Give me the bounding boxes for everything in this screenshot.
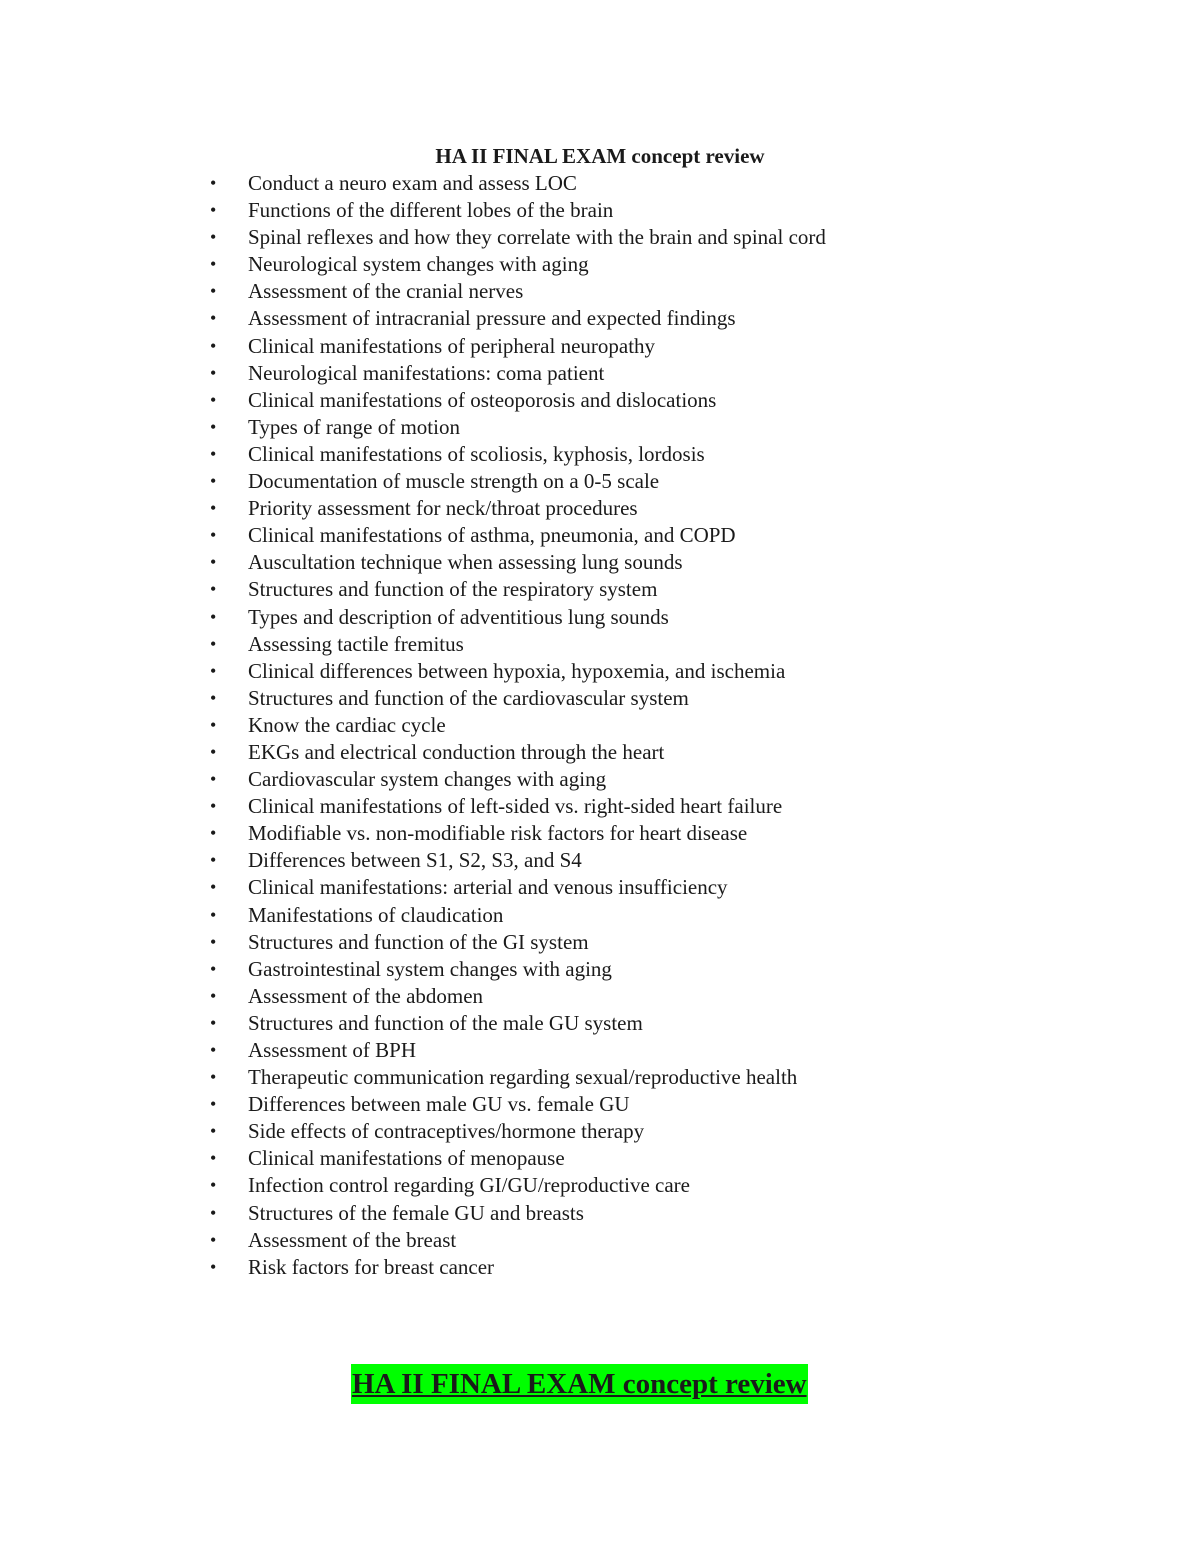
- bullet-icon: •: [210, 850, 217, 871]
- list-item-text: Differences between male GU vs. female GU: [248, 1092, 630, 1117]
- list-item-text: Structures and function of the cardiovascular system: [248, 685, 689, 710]
- list-item-text: Structures and function of the respiratory system: [248, 577, 658, 602]
- bullet-icon: •: [210, 985, 217, 1006]
- list-item: [0, 522, 1200, 549]
- highlighted-title: HA II FINAL EXAM concept review: [351, 1364, 808, 1404]
- list-item: [0, 278, 1200, 305]
- bullet-icon: •: [210, 173, 217, 193]
- list-item: [0, 333, 1200, 360]
- list-item-text: Gastrointestinal system changes with aging: [248, 956, 612, 981]
- list-item: [0, 387, 1200, 414]
- list-item-text: Clinical manifestations of osteoporosis and dislocations: [248, 387, 717, 412]
- list-item: [0, 766, 1200, 793]
- list-item: [0, 414, 1200, 441]
- list-item: [0, 1037, 1200, 1064]
- bullet-icon: •: [210, 1148, 217, 1169]
- bullet-icon: •: [210, 1094, 217, 1115]
- list-item: [0, 360, 1200, 387]
- list-item-text: Differences between S1, S2, S3, and S4: [248, 848, 582, 873]
- list-item: [0, 604, 1200, 631]
- list-item-text: Clinical differences between hypoxia, hypoxemia, and ischemia: [248, 658, 786, 683]
- list-item: [0, 983, 1200, 1010]
- list-item-text: Assessing tactile fremitus: [248, 631, 464, 656]
- list-item: [0, 1091, 1200, 1118]
- bullet-icon: •: [210, 904, 217, 925]
- list-item: [0, 468, 1200, 495]
- list-item: [0, 712, 1200, 739]
- list-item: [0, 631, 1200, 658]
- bullet-icon: •: [210, 1067, 217, 1088]
- bullet-icon: •: [210, 714, 217, 735]
- list-item-text: Assessment of BPH: [248, 1038, 417, 1062]
- list-item: [0, 170, 1200, 197]
- list-item-text: Manifestations of claudication: [248, 902, 504, 927]
- list-item-text: Spinal reflexes and how they correlate with the brain and spinal cord: [248, 225, 826, 250]
- list-item: [0, 929, 1200, 956]
- bullet-icon: •: [210, 931, 217, 952]
- list-item: [0, 874, 1200, 901]
- list-item-text: Know the cardiac cycle: [248, 712, 446, 737]
- list-item: [0, 1064, 1200, 1091]
- bullet-icon: •: [210, 877, 217, 898]
- list-item-text: Structures of the female GU and breasts: [248, 1200, 584, 1225]
- bullet-icon: •: [210, 200, 217, 221]
- bullet-icon: •: [210, 552, 217, 573]
- list-item: [0, 685, 1200, 712]
- bullet-icon: •: [210, 227, 217, 248]
- bullet-icon: •: [210, 498, 217, 519]
- bullet-icon: •: [210, 606, 217, 627]
- list-item-text: Neurological system changes with aging: [248, 252, 589, 277]
- list-item-text: Clinical manifestations of menopause: [248, 1146, 565, 1171]
- list-item: [0, 251, 1200, 278]
- bullet-icon: •: [210, 958, 217, 979]
- list-item-text: Types of range of motion: [248, 414, 460, 439]
- list-item-text: Clinical manifestations of peripheral neuropathy: [248, 333, 656, 358]
- list-item-text: Structures and function of the male GU system: [248, 1010, 643, 1035]
- list-item: [0, 1254, 1200, 1281]
- list-item-text: Clinical manifestations: arterial and venous insufficiency: [248, 875, 728, 900]
- list-item: [0, 305, 1200, 332]
- bullet-icon: •: [210, 1040, 217, 1060]
- list-item: [0, 197, 1200, 224]
- list-item: [0, 956, 1200, 983]
- list-item: [0, 1172, 1200, 1199]
- list-item: [0, 1200, 1200, 1227]
- list-item-text: Infection control regarding GI/GU/reproductive care: [248, 1173, 690, 1198]
- bullet-icon: •: [210, 416, 217, 437]
- bullet-icon: •: [210, 796, 217, 817]
- list-item-text: EKGs and electrical conduction through the heart: [248, 739, 665, 764]
- bullet-icon: •: [210, 362, 217, 383]
- list-item-text: Clinical manifestations of asthma, pneumonia, and COPD: [248, 523, 736, 548]
- list-item: [0, 495, 1200, 522]
- list-item: [0, 1145, 1200, 1172]
- list-item-text: Neurological manifestations: coma patient: [248, 360, 605, 385]
- list-item-text: Conduct a neuro exam and assess LOC: [248, 171, 577, 195]
- bullet-icon: •: [210, 741, 217, 762]
- list-item: [0, 1010, 1200, 1037]
- list-item: [0, 793, 1200, 820]
- bullet-icon: •: [210, 308, 217, 329]
- list-item-text: Assessment of the abdomen: [248, 983, 484, 1008]
- document-title: HA II FINAL EXAM concept review: [435, 144, 765, 168]
- bullet-icon: •: [210, 1121, 217, 1142]
- list-item: [0, 1118, 1200, 1145]
- list-item-text: Assessment of the breast: [248, 1227, 457, 1252]
- bullet-icon: •: [210, 443, 217, 464]
- bullet-icon: •: [210, 1202, 217, 1223]
- bullet-icon: •: [210, 281, 217, 302]
- list-item: [0, 820, 1200, 847]
- list-item-text: Structures and function of the GI system: [248, 929, 589, 954]
- bullet-icon: •: [210, 389, 217, 410]
- list-item: [0, 441, 1200, 468]
- bullet-icon: •: [210, 254, 217, 275]
- bullet-icon: •: [210, 579, 217, 600]
- list-item-text: Documentation of muscle strength on a 0-5 scale: [248, 469, 660, 494]
- bullet-icon: •: [210, 1012, 217, 1033]
- list-item-text: Auscultation technique when assessing lung sounds: [248, 550, 683, 575]
- bullet-icon: •: [210, 687, 217, 708]
- list-item-text: Functions of the different lobes of the brain: [248, 198, 614, 223]
- bullet-icon: •: [210, 335, 217, 356]
- list-item-text: Side effects of contraceptives/hormone therapy: [248, 1119, 645, 1144]
- list-item: [0, 739, 1200, 766]
- list-item-text: Priority assessment for neck/throat procedures: [248, 496, 638, 521]
- bullet-icon: •: [210, 1229, 217, 1250]
- list-item: [0, 549, 1200, 576]
- bullet-icon: •: [210, 633, 217, 654]
- concept-list: [0, 170, 1200, 1281]
- list-item: [0, 902, 1200, 929]
- list-item-text: Modifiable vs. non-modifiable risk factors for heart disease: [248, 821, 748, 846]
- list-item-text: Types and description of adventitious lung sounds: [248, 604, 669, 629]
- bullet-icon: •: [210, 769, 217, 790]
- list-item: [0, 1227, 1200, 1254]
- bullet-icon: •: [210, 471, 217, 492]
- list-item-text: Clinical manifestations of left-sided vs. right-sided heart failure: [248, 794, 783, 819]
- list-item-text: Clinical manifestations of scoliosis, kyphosis, lordosis: [248, 441, 705, 466]
- bullet-icon: •: [210, 525, 217, 546]
- list-item-text: Risk factors for breast cancer: [248, 1254, 495, 1279]
- bullet-icon: •: [210, 1256, 217, 1277]
- list-item: [0, 576, 1200, 603]
- list-item-text: Assessment of the cranial nerves: [248, 279, 524, 304]
- bullet-icon: •: [210, 1175, 217, 1196]
- list-item-text: Assessment of intracranial pressure and expected findings: [248, 306, 736, 331]
- list-item: [0, 847, 1200, 874]
- list-item-text: Cardiovascular system changes with aging: [248, 767, 607, 792]
- bullet-icon: •: [210, 823, 217, 844]
- bullet-icon: •: [210, 660, 217, 681]
- list-item: [0, 224, 1200, 251]
- list-item: [0, 658, 1200, 685]
- list-item-text: Therapeutic communication regarding sexual/reproductive health: [248, 1065, 798, 1090]
